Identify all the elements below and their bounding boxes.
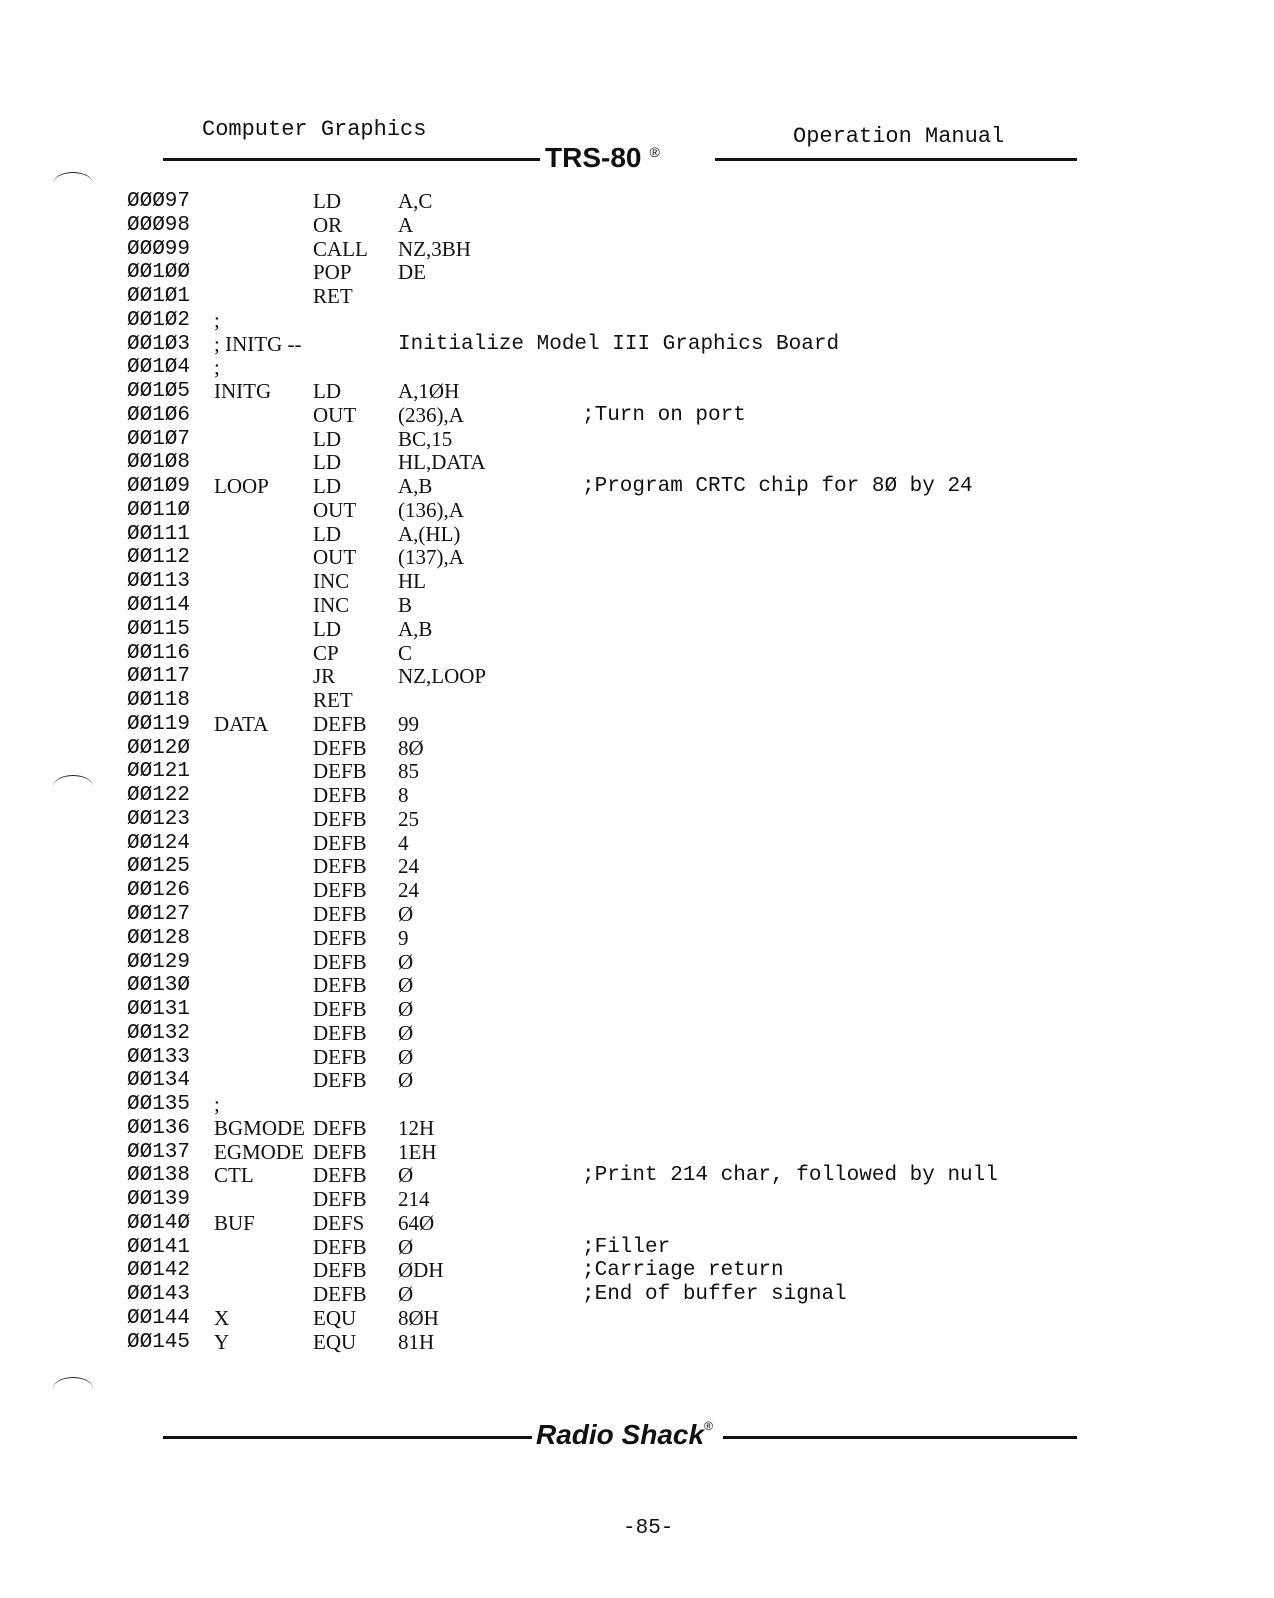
line-number: ØØ124 xyxy=(127,831,191,855)
line-number: ØØ131 xyxy=(127,998,191,1022)
line-operand: Ø xyxy=(398,1044,414,1069)
line-number: ØØ121 xyxy=(127,760,191,784)
line-operand: BC,15 xyxy=(398,426,453,451)
line-operand: NZ,3BH xyxy=(398,236,471,261)
line-operand: 4 xyxy=(398,830,409,855)
line-opcode: LD xyxy=(313,189,341,213)
line-opcode: LD xyxy=(313,521,341,546)
line-number: ØØ134 xyxy=(127,1069,191,1093)
line-number: ØØ1Ø9 xyxy=(127,475,191,499)
line-label: INITG xyxy=(214,379,272,404)
line-operand: HL,DATA xyxy=(398,450,486,475)
line-opcode: DEFB xyxy=(313,806,367,831)
line-opcode: EQU xyxy=(313,1305,357,1330)
line-opcode: DEFB xyxy=(313,1258,367,1283)
line-label: BGMODE xyxy=(214,1115,306,1140)
line-number: ØØ1Ø3 xyxy=(127,332,191,356)
line-operand: Ø xyxy=(398,1282,414,1307)
line-number: ØØØ98 xyxy=(127,213,191,237)
line-number: ØØ136 xyxy=(127,1116,191,1140)
radio-shack-registered-mark: ® xyxy=(704,1419,713,1433)
line-operand: 25 xyxy=(398,806,419,831)
line-opcode: RET xyxy=(313,284,353,309)
line-opcode: DEFB xyxy=(313,1115,367,1140)
line-label: ; INITG -- xyxy=(214,331,302,356)
line-number: ØØ1Ø8 xyxy=(127,451,191,475)
line-number: ØØ141 xyxy=(127,1235,191,1259)
line-opcode: CP xyxy=(313,640,339,665)
line-number: ØØ119 xyxy=(127,712,191,736)
line-opcode: DEFB xyxy=(313,1187,367,1212)
line-operand: HL xyxy=(398,569,426,594)
line-opcode: DEFB xyxy=(313,759,367,784)
line-number: ØØ12Ø xyxy=(127,736,191,760)
line-number: ØØ143 xyxy=(127,1283,191,1307)
line-opcode: DEFB xyxy=(313,783,367,808)
line-opcode: LD xyxy=(313,379,341,404)
line-number: ØØ1Ø5 xyxy=(127,380,191,404)
binder-hole-mark xyxy=(53,172,93,195)
line-opcode: DEFB xyxy=(313,1044,367,1069)
line-opcode: DEFB xyxy=(313,1282,367,1307)
line-number: ØØ129 xyxy=(127,950,191,974)
line-number: ØØ1Ø4 xyxy=(127,356,191,380)
footer-rule-right xyxy=(723,1436,1077,1439)
header-rule-right xyxy=(715,158,1077,161)
line-operand: 1EH xyxy=(398,1139,437,1164)
line-number: ØØ116 xyxy=(127,641,191,665)
line-operand: 99 xyxy=(398,711,419,736)
line-label: X xyxy=(214,1305,230,1330)
line-comment: ;Turn on port xyxy=(582,403,746,427)
line-opcode: POP xyxy=(313,260,352,285)
line-operand: Ø xyxy=(398,901,414,926)
line-opcode: DEFB xyxy=(313,735,367,760)
line-number: ØØØ97 xyxy=(127,190,191,213)
line-comment: ;Program CRTC chip for 8Ø by 24 xyxy=(582,475,973,499)
line-opcode: DEFB xyxy=(313,949,367,974)
line-number: ØØ142 xyxy=(127,1259,191,1283)
line-number: ØØ145 xyxy=(127,1330,191,1354)
line-label: DATA xyxy=(214,711,269,736)
line-number: ØØ111 xyxy=(127,522,191,546)
line-label: ; xyxy=(214,355,220,380)
line-operand: B xyxy=(398,593,413,618)
line-number: ØØ1Ø7 xyxy=(127,427,191,451)
line-number: ØØ11Ø xyxy=(127,498,191,522)
line-operand: 214 xyxy=(398,1187,430,1212)
line-operand: Ø xyxy=(398,1163,414,1188)
line-operand: A xyxy=(398,212,414,237)
line-label: BUF xyxy=(214,1210,255,1235)
line-number: ØØ132 xyxy=(127,1021,191,1045)
line-number: ØØ135 xyxy=(127,1093,191,1117)
line-opcode: DEFB xyxy=(313,925,367,950)
line-number: ØØ122 xyxy=(127,784,191,808)
line-number: ØØ13Ø xyxy=(127,974,191,998)
line-operand: 24 xyxy=(398,878,419,903)
line-operand: 85 xyxy=(398,759,419,784)
line-opcode: INC xyxy=(313,569,350,594)
line-operand: 9 xyxy=(398,925,409,950)
line-comment: ;Filler xyxy=(582,1235,671,1259)
trs80-registered-mark: ® xyxy=(649,144,660,160)
line-number: ØØØ99 xyxy=(127,237,191,261)
header-rule-left xyxy=(163,158,540,161)
line-operand: A,C xyxy=(398,189,433,213)
line-opcode: LD xyxy=(313,616,341,641)
line-opcode: RET xyxy=(313,688,353,713)
line-comment: ;End of buffer signal xyxy=(582,1283,847,1307)
line-opcode: LD xyxy=(313,474,341,499)
line-opcode: DEFB xyxy=(313,997,367,1022)
line-operand: A,(HL) xyxy=(398,521,461,546)
line-number: ØØ125 xyxy=(127,855,191,879)
line-operand: (136),A xyxy=(398,497,464,522)
trs80-logo xyxy=(545,142,660,174)
line-operand: A,B xyxy=(398,616,433,641)
line-operand: (137),A xyxy=(398,545,464,570)
line-opcode: DEFB xyxy=(313,1163,367,1188)
line-operand: Ø xyxy=(398,949,414,974)
header-left-title: Computer Graphics xyxy=(202,117,427,142)
line-opcode: DEFB xyxy=(313,1020,367,1045)
line-label: EGMODE xyxy=(214,1139,304,1164)
line-operand: ØDH xyxy=(398,1258,444,1283)
line-opcode: CALL xyxy=(313,236,368,261)
line-opcode: LD xyxy=(313,426,341,451)
radio-shack-logo-text: Radio Shack xyxy=(536,1419,705,1450)
line-operand: Ø xyxy=(398,997,414,1022)
line-label: Y xyxy=(214,1329,230,1354)
line-opcode: DEFB xyxy=(313,711,367,736)
line-number: ØØ127 xyxy=(127,902,191,926)
line-number: ØØ126 xyxy=(127,879,191,903)
line-opcode: EQU xyxy=(313,1329,357,1354)
line-opcode: OUT xyxy=(313,545,357,570)
line-comment: ;Carriage return xyxy=(582,1259,784,1283)
binder-hole-mark xyxy=(53,775,93,798)
line-operand: Ø xyxy=(398,1234,414,1259)
line-number: ØØ139 xyxy=(127,1188,191,1212)
line-number: ØØ1Ø1 xyxy=(127,285,191,309)
line-operand: 8ØH xyxy=(398,1305,439,1330)
line-number: ØØ128 xyxy=(127,926,191,950)
line-operand: C xyxy=(398,640,413,665)
line-opcode: DEFS xyxy=(313,1210,365,1235)
line-operand: DE xyxy=(398,260,426,285)
line-operand: 12H xyxy=(398,1115,435,1140)
line-number: ØØ1Ø2 xyxy=(127,308,191,332)
line-number: ØØ123 xyxy=(127,807,191,831)
line-operand: 8 xyxy=(398,783,409,808)
line-number: ØØ144 xyxy=(127,1306,191,1330)
line-comment: ;Print 214 char, followed by null xyxy=(582,1164,998,1188)
line-opcode: DEFB xyxy=(313,901,367,926)
section-heading: Initialize Model III Graphics Board xyxy=(398,332,840,356)
header-right-title: Operation Manual xyxy=(793,124,1005,149)
line-opcode: DEFB xyxy=(313,830,367,855)
line-number: ØØ14Ø xyxy=(127,1211,191,1235)
line-operand: 8Ø xyxy=(398,735,424,760)
line-opcode: OUT xyxy=(313,402,357,427)
line-opcode: DEFB xyxy=(313,973,367,998)
line-operand: Ø xyxy=(398,973,414,998)
line-number: ØØ1Ø6 xyxy=(127,403,191,427)
line-operand: Ø xyxy=(398,1068,414,1093)
line-label: ; xyxy=(214,307,220,332)
line-opcode: OR xyxy=(313,212,343,237)
line-number: ØØ114 xyxy=(127,594,191,618)
line-number: ØØ137 xyxy=(127,1140,191,1164)
line-label: LOOP xyxy=(214,474,269,499)
line-number: ØØ133 xyxy=(127,1045,191,1069)
line-operand: 64Ø xyxy=(398,1210,435,1235)
line-operand: 81H xyxy=(398,1329,435,1354)
line-label: ; xyxy=(214,1092,220,1117)
line-opcode: LD xyxy=(313,450,341,475)
line-label: CTL xyxy=(214,1163,254,1188)
line-opcode: JR xyxy=(313,664,336,689)
trs80-logo-text: TRS-80 xyxy=(545,142,642,173)
line-number: ØØ1ØØ xyxy=(127,261,191,285)
line-opcode: DEFB xyxy=(313,878,367,903)
line-number: ØØ112 xyxy=(127,546,191,570)
line-operand: NZ,LOOP xyxy=(398,664,487,689)
page-number: -85- xyxy=(623,1517,674,1540)
line-number: ØØ115 xyxy=(127,617,191,641)
line-opcode: INC xyxy=(313,593,350,618)
line-opcode: OUT xyxy=(313,497,357,522)
line-opcode: DEFB xyxy=(313,854,367,879)
line-operand: (236),A xyxy=(398,402,464,427)
line-opcode: DEFB xyxy=(313,1234,367,1259)
radio-shack-logo xyxy=(536,1419,713,1451)
line-operand: 24 xyxy=(398,854,419,879)
line-operand: A,1ØH xyxy=(398,379,460,404)
line-number: ØØ117 xyxy=(127,665,191,689)
footer-rule-left xyxy=(163,1436,532,1439)
line-opcode: DEFB xyxy=(313,1139,367,1164)
binder-hole-mark xyxy=(53,1377,93,1400)
line-operand: A,B xyxy=(398,474,433,499)
line-number: ØØ113 xyxy=(127,570,191,594)
line-number: ØØ138 xyxy=(127,1164,191,1188)
line-number: ØØ118 xyxy=(127,689,191,713)
line-opcode: DEFB xyxy=(313,1068,367,1093)
line-operand: Ø xyxy=(398,1020,414,1045)
